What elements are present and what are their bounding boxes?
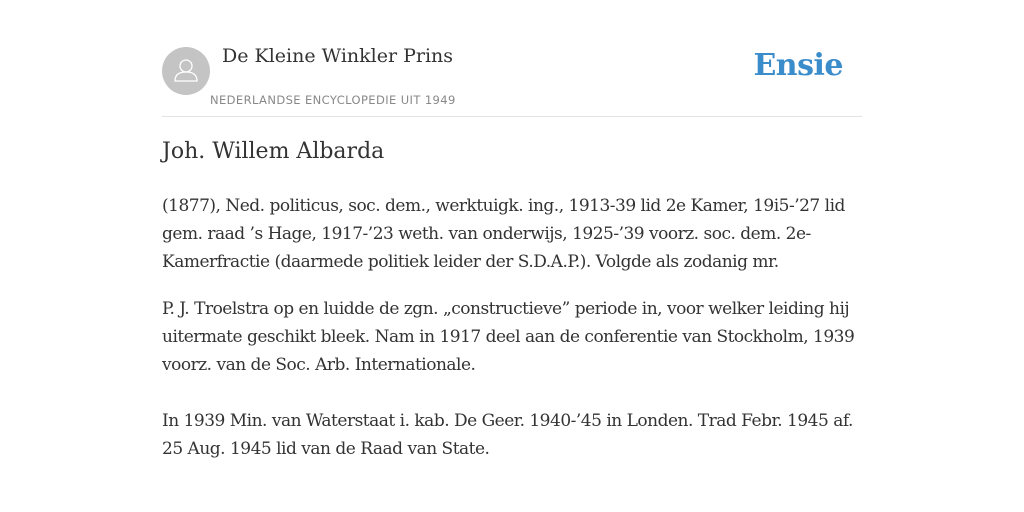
entry-title: Joh. Willem Albarda — [162, 139, 385, 164]
source-title[interactable]: De Kleine Winkler Prins — [222, 45, 454, 67]
entry-paragraph: P. J. Troelstra op en luidde de zgn. „constructieve” periode in, voor welker leiding hij uitermate geschikt bleek. Nam in 1917 deel aan de conferentie van Stockholm, 1939 voorz. van de Soc. Arb. Internationale. — [162, 299, 855, 375]
entry-body — [162, 192, 862, 463]
source-subtitle: NEDERLANDSE ENCYCLOPEDIE UIT 1949 — [210, 93, 456, 107]
entry-paragraph: In 1939 Min. van Waterstaat i. kab. De Geer. 1940-’45 in Londen. Trad Febr. 1945 af. 25 Aug. 1945 lid van de Raad van State. — [162, 411, 853, 459]
ensie-logo[interactable]: Ensie — [753, 48, 843, 83]
entry-paragraph: (1877), Ned. politicus, soc. dem., werktuigk. ing., 1913-39 lid 2e Kamer, 19i5-’27 lid gem. raad ’s Hage, 1917-’23 weth. van onderwijs, 1925-’39 voorz. soc. dem. 2e-Kamerfractie (daarmede politiek leider der S.D.A.P.). Volgde als zodanig mr. — [162, 196, 845, 272]
user-silhouette-icon[interactable] — [162, 47, 210, 95]
source-header — [162, 0, 862, 117]
